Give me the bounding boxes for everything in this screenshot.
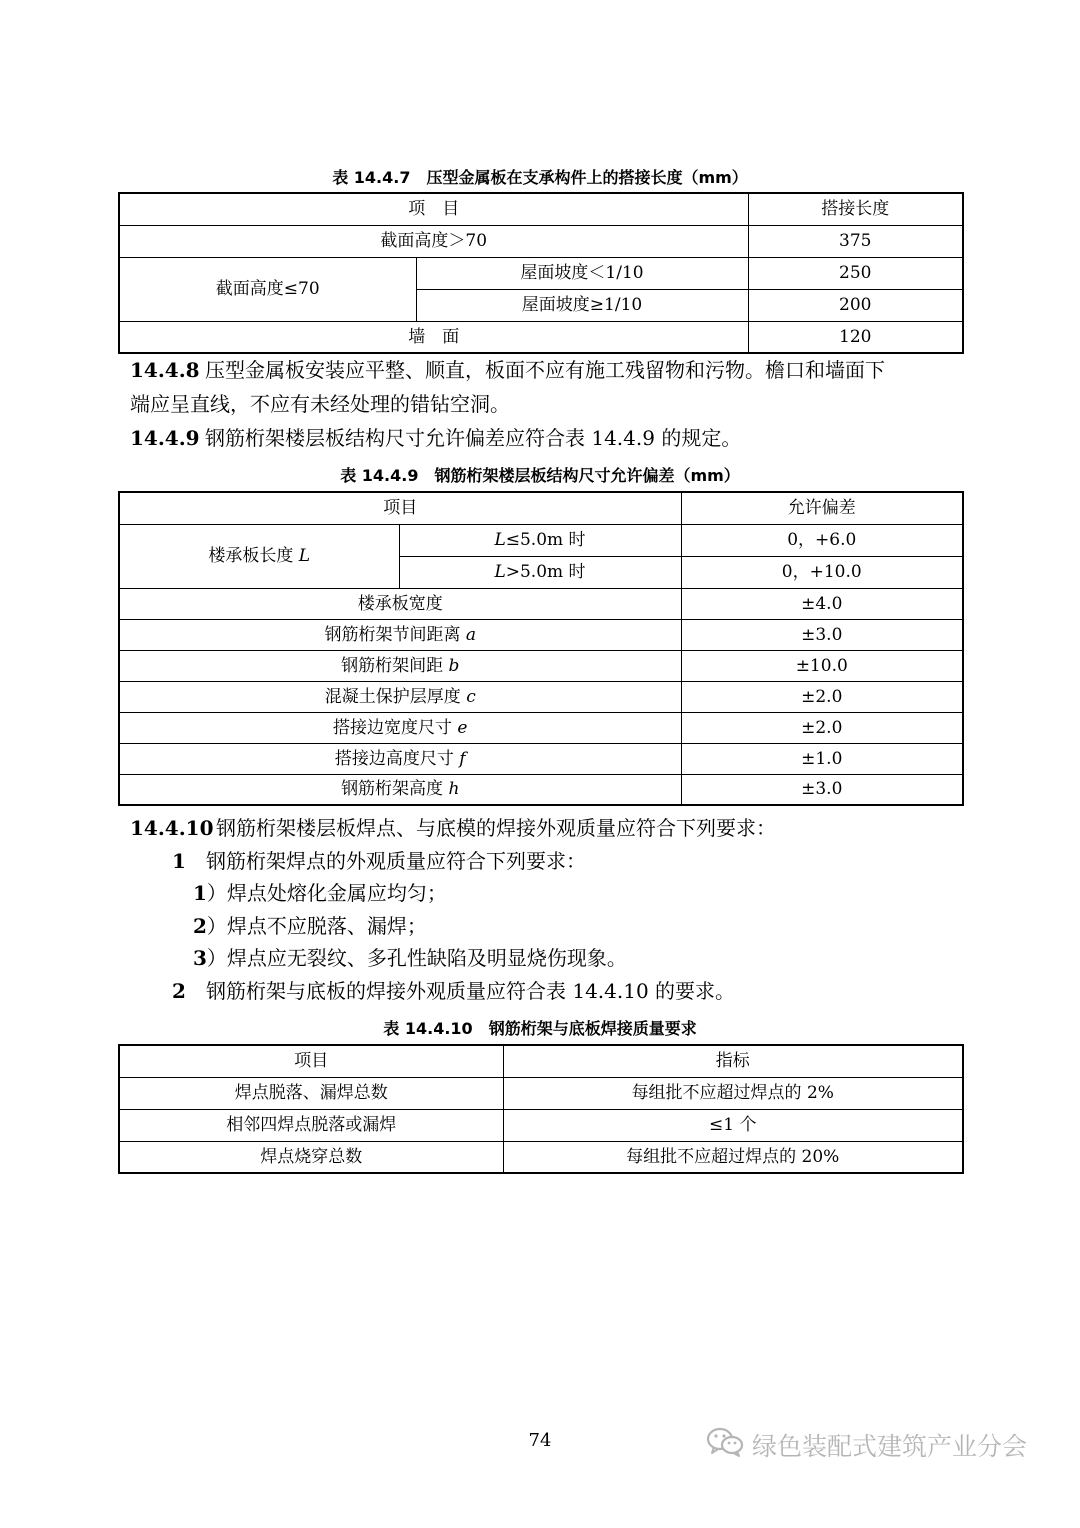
header-value-cell: 指标 [503,1045,963,1077]
clause-14-4-10 [130,814,960,842]
item-cell: 钢筋桁架间距 b [119,650,681,681]
table-row [119,619,963,650]
clause-number: 14.4.8 [130,358,200,382]
sub-item-cell: L>5.0m 时 [399,556,681,588]
table-row [119,225,963,257]
clause-14-4-8 [130,356,960,384]
value-cell: 0，+6.0 [681,524,963,556]
watermark-text: 绿色装配式建筑产业分会 [752,1432,1028,1461]
header-item-cell: 项 目 [119,193,748,225]
header-item-cell: 项目 [119,1045,503,1077]
table-row [119,524,963,556]
watermark [706,1428,1027,1462]
clause-number: 14.4.10 [130,816,214,840]
value-cell: ±4.0 [681,588,963,619]
item-cell: 搭接边宽度尺寸 e [119,712,681,743]
item-cell: 楼承板宽度 [119,588,681,619]
clause-text: 钢筋桁架楼层板焊点、与底模的焊接外观质量应符合下列要求： [216,816,776,840]
page-number: 74 [528,1430,552,1451]
sub-item-cell: 屋面坡度＜1/10 [416,257,748,289]
value-cell: 200 [748,289,963,321]
sub-list-number: 3 [193,946,207,970]
clause-14-4-9 [130,424,960,452]
item-cell: 焊点脱落、漏焊总数 [119,1077,503,1109]
list-number: 2 [172,979,186,1003]
table-row [119,1109,963,1141]
item-cell: 截面高度＞70 [119,225,748,257]
value-cell: 每组批不应超过焊点的 2% [503,1077,963,1109]
clause-text-line1: 压型金属板安装应平整、顺直，板面不应有施工残留物和污物。檐口和墙面下 [205,358,885,382]
item-cell: 混凝土保护层厚度 c [119,681,681,712]
value-cell: ±1.0 [681,743,963,774]
item-cell: 焊点烧穿总数 [119,1141,503,1173]
table-caption-14-4-7: 表 14.4.7 压型金属板在支承构件上的搭接长度（mm） [332,168,748,187]
item-cell: 钢筋桁架节间距离 a [119,619,681,650]
value-cell: ±2.0 [681,681,963,712]
sub-list-item-2 [193,912,953,940]
value-cell: ±3.0 [681,774,963,805]
list-number: 1 [172,849,186,873]
list-text: 钢筋桁架焊点的外观质量应符合下列要求： [206,849,586,873]
group-cell: 截面高度≤70 [119,257,416,321]
value-cell: 每组批不应超过焊点的 20% [503,1141,963,1173]
sub-list-text: ）焊点应无裂纹、多孔性缺陷及明显烧伤现象。 [206,946,627,970]
table-row [119,650,963,681]
table-row [119,1141,963,1173]
list-item-1 [172,847,952,875]
table-header-row [119,492,963,524]
table-row [119,743,963,774]
value-cell: ±3.0 [681,619,963,650]
value-cell: ≤1 个 [503,1109,963,1141]
table-row [119,257,963,289]
group-cell: 楼承板长度 L [119,524,399,588]
value-cell: 375 [748,225,963,257]
table-row [119,1077,963,1109]
sub-item-cell: L≤5.0m 时 [399,524,681,556]
list-item-2 [172,977,952,1005]
value-cell: ±10.0 [681,650,963,681]
table-header-row [119,1045,963,1077]
table-caption-14-4-10: 表 14.4.10 钢筋桁架与底板焊接质量要求 [383,1019,697,1038]
table-header-row [119,193,963,225]
value-cell: ±2.0 [681,712,963,743]
header-value-cell: 搭接长度 [748,193,963,225]
clause-text: 钢筋桁架楼层板结构尺寸允许偏差应符合表 14.4.9 的规定。 [205,426,742,450]
sub-list-number: 1 [193,881,207,905]
sub-item-cell: 屋面坡度≥1/10 [416,289,748,321]
sub-list-item-1 [193,879,953,907]
clause-number: 14.4.9 [130,426,200,450]
list-text: 钢筋桁架与底板的焊接外观质量应符合表 14.4.10 的要求。 [206,979,736,1003]
item-cell: 搭接边高度尺寸 f [119,743,681,774]
table-row [119,588,963,619]
value-cell: 250 [748,257,963,289]
item-cell: 钢筋桁架高度 h [119,774,681,805]
table-row [119,712,963,743]
table-14-4-9 [118,491,964,806]
sub-list-text: ）焊点不应脱落、漏焊； [206,914,427,938]
item-cell: 相邻四焊点脱落或漏焊 [119,1109,503,1141]
item-cell: 墙 面 [119,321,748,353]
header-value-cell: 允许偏差 [681,492,963,524]
table-row [119,321,963,353]
table-14-4-10 [118,1044,964,1174]
table-row [119,774,963,805]
table-caption-14-4-9: 表 14.4.9 钢筋桁架楼层板结构尺寸允许偏差（mm） [340,466,740,485]
sub-list-text: ）焊点处熔化金属应均匀； [206,881,447,905]
table-row [119,681,963,712]
clause-14-4-8-continued: 端应呈直线，不应有未经处理的错钻空洞。 [130,392,510,416]
header-item-cell: 项目 [119,492,681,524]
table-14-4-7 [118,192,964,354]
value-cell: 0，+10.0 [681,556,963,588]
value-cell: 120 [748,321,963,353]
sub-list-number: 2 [193,914,207,938]
sub-list-item-3 [193,944,953,972]
wechat-icon [706,1426,744,1464]
